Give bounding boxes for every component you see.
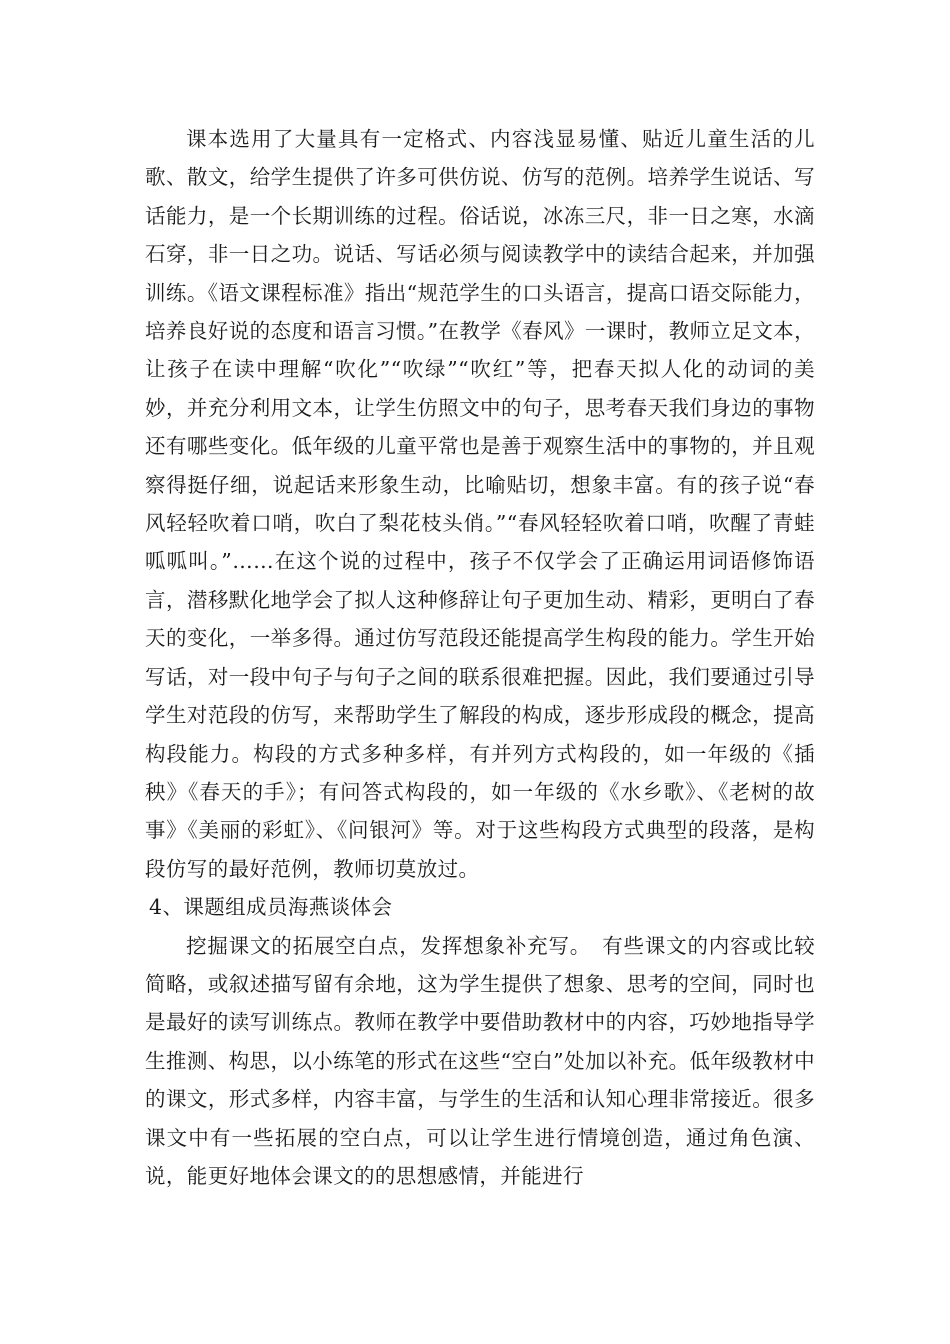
body-paragraph-1: 课本选用了大量具有一定格式、内容浅显易懂、贴近儿童生活的儿歌、散文，给学生提供了许多可供仿说、仿写的范例。培养学生说话、写话能力，是一个长期训练的过程。俗话说，冰冻三尺，非一日之寒，水滴石穿，非一日之功。说话、写话必须与阅读教学中的读结合起来，并加强训练。《语文课程标准》指出“规范学生的口头语言，提高口语交际能力，培养良好说的态度和语言习惯。”在教学《春风》一课时，教师立足文本，让孩子在读中理解“吹化”“吹绿”“吹红”等，把春天拟人化的动词的美妙，并充分利用文本，让学生仿照文中的句子，思考春天我们身边的事物还有哪些变化。低年级的儿童平常也是善于观察生活中的事物的，并且观察得挺仔细，说起话来形象生动，比喻贴切，想象丰富。有的孩子说“春风轻轻吹着口哨，吹白了梨花枝头俏。”“春风轻轻吹着口哨，吹醒了青蛙呱呱叫。”……在这个说的过程中，孩子不仅学会了正确运用词语修饰语言，潜移默化地学会了拟人这种修辞让句子更加生动、精彩，更明白了春天的变化，一举多得。通过仿写范段还能提高学生构段的能力。学生开始写话，对一段中句子与句子之间的联系很难把握。因此，我们要通过引导学生对范段的仿写，来帮助学生了解段的构成，逐步形成段的概念，提高构段能力。构段的方式多种多样，有并列方式构段的，如一年级的《插秧》《春天的手》；有问答式构段的，如一年级的《水乡歌》、《老树的故事》《美丽的彩虹》、《问银河》等。对于这些构段方式典型的段落，是构段仿写的最好范例，教师切莫放过。 xyxy=(145,127,815,881)
section-heading: 4、课题组成员海燕谈体会 xyxy=(149,895,393,920)
body-paragraph-2: 挖掘课文的拓展空白点，发挥想象补充写。 有些课文的内容或比较简略，或叙述描写留有余地，这为学生提供了想象、思考的空间，同时也是最好的读写训练点。教师在教学中要借助教材中的内容，巧妙地指导学生推测、构思，以小练笔的形式在这些“空白”处加以补充。低年级教材中的课文，形式多样，内容丰富，与学生的生活和认知心理非常接近。很多课文中有一些拓展的空白点，可以让学生进行情境创造，通过角色演、说，能更好地体会课文的的思想感情，并能进行 xyxy=(145,933,815,1188)
document-body xyxy=(145,120,815,1195)
